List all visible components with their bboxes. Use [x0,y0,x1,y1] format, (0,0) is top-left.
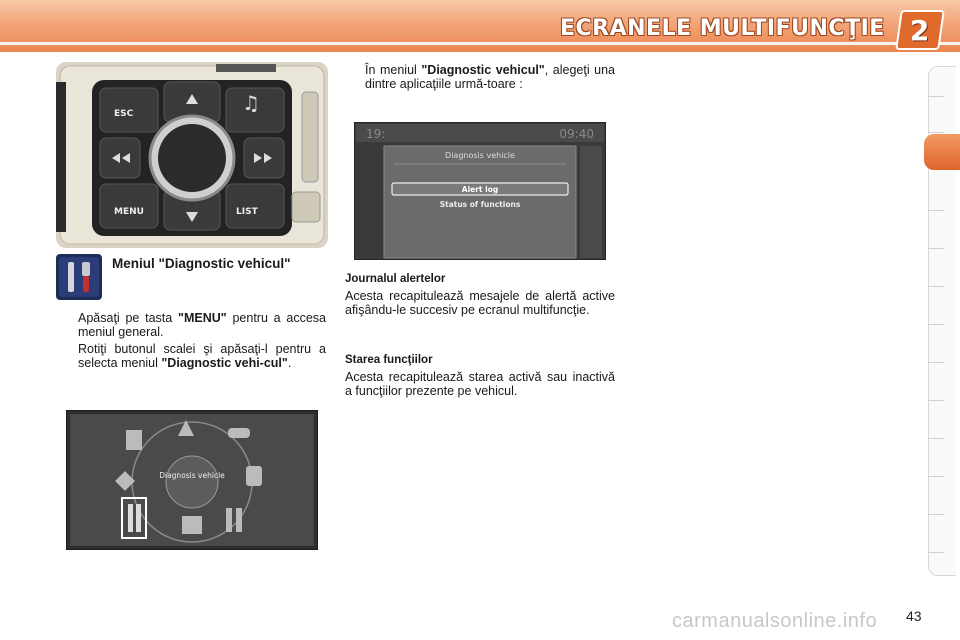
tab-separator [928,362,944,363]
page-title: ECRANELE MULTIFUNCŢIE [560,16,885,41]
list-key-label: LIST [236,207,258,217]
tab-separator [928,210,944,211]
screen-item-status: Status of functions [439,200,521,209]
menu-key-label: MENU [114,207,144,217]
status-description: Acesta recapitulează starea activă sau inactivă a funcţiilor prezente pe vehicul. [345,370,615,398]
tab-separator [928,286,944,287]
svg-text:♫: ♫ [242,91,260,115]
tab-separator [928,476,944,477]
instruction-rotate-knob: Rotiţi butonul scalei şi apăsaţi-l pentru a selecta meniul "Diagnostic vehi-cul". [78,342,326,370]
menu-wheel-label: Diagnosis vehicle [159,471,225,480]
screen-clock-left: 19: [366,127,386,141]
tab-separator [928,248,944,249]
instruction-choose-application: În meniul "Diagnostic vehicul", alegeţi una dintre aplicaţiile urmă-toare : [365,63,615,91]
tab-separator [928,552,944,553]
chapter-number: 2 [910,13,930,47]
screen-title: Diagnosis vehicle [445,151,515,160]
tab-separator [928,96,944,97]
tab-separator [928,400,944,401]
esc-key-label: ESC [114,109,134,119]
control-panel-image [56,62,328,248]
tab-separator [928,514,944,515]
instruction-menu-key: Apăsaţi pe tasta "MENU" pentru a accesa meniul general. [78,311,326,339]
journal-description: Acesta recapitulează mesajele de alertă active afişându-le succesiv pe ecranul multifuncţie. [345,289,615,317]
page-number: 43 [906,608,922,624]
tab-separator [928,438,944,439]
chapter-badge [895,10,945,50]
menu-wheel-screen-image [66,410,318,550]
diagnostic-tools-icon [56,254,102,300]
status-heading: Starea funcţiilor [345,354,433,366]
diagnosis-screen-image [354,122,606,260]
screen-item-alert-log: Alert log [461,185,499,194]
watermark: carmanualsonline.info [672,610,878,632]
journal-heading: Journalul alertelor [345,273,446,285]
screen-clock-right: 09:40 [559,127,594,141]
tab-separator [928,324,944,325]
section-title-diagnostic: Meniul "Diagnostic vehicul" [112,256,291,271]
header-divider [0,42,960,45]
active-chapter-tab [924,134,960,170]
tab-separator [928,132,944,133]
